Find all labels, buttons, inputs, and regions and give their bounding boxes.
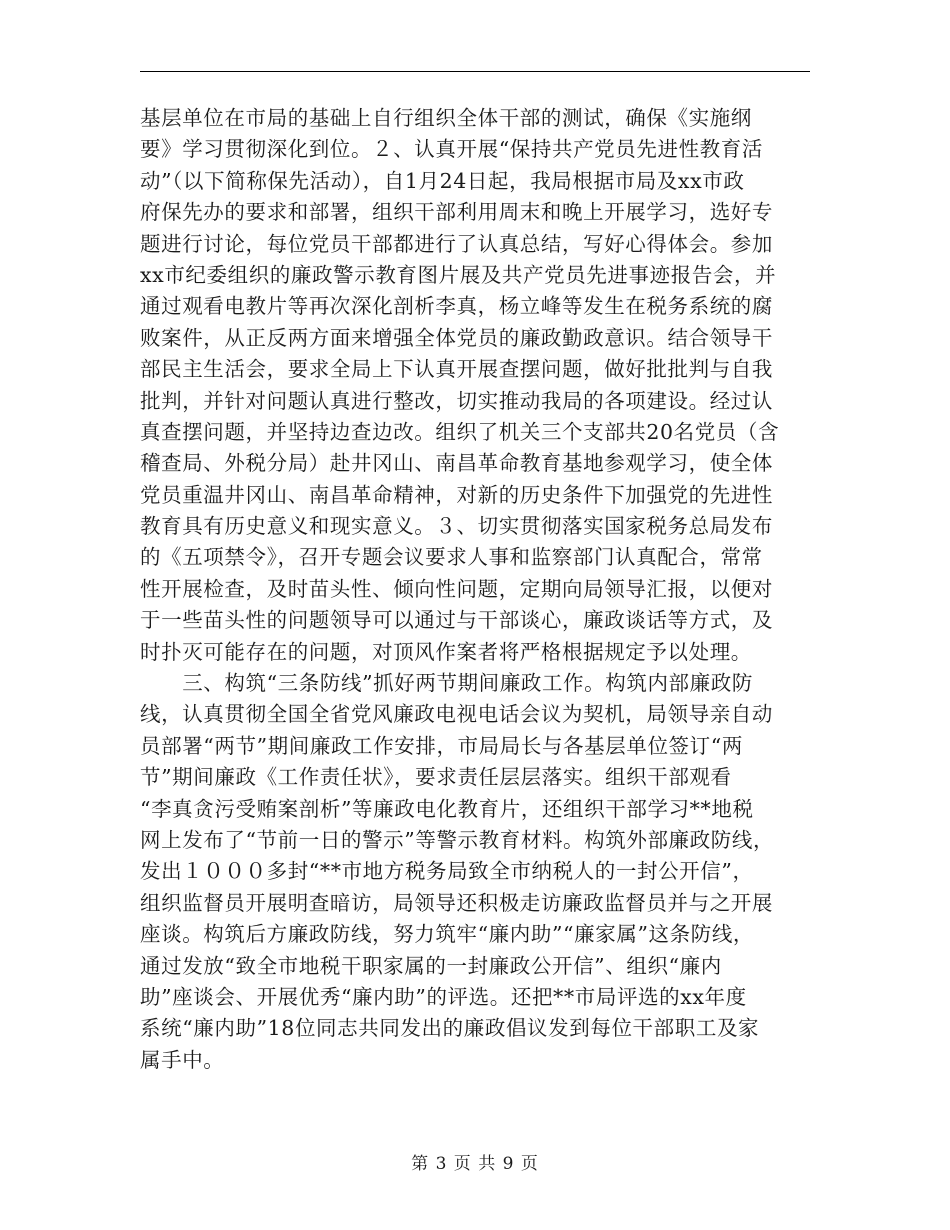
text-line: 时扑灭可能存在的问题，对顶风作案者将严格根据规定予以处理。 — [140, 639, 752, 664]
text-line: 性开展检查，及时苗头性、倾向性问题，定期向局领导汇报，以便对 — [140, 576, 773, 601]
text-line: 组织监督员开展明查暗访，局领导还积极走访廉政监督员并与之开展 — [140, 890, 773, 915]
page-number: 第 3 页 共 9 页 — [411, 1154, 539, 1174]
text-line: 题进行讨论，每位党员干部都进行了认真总结，写好心得体会。参加 — [140, 231, 773, 256]
text-line: 助”座谈会、开展优秀“廉内助”的评选。还把**市局评选的xx年度 — [140, 984, 747, 1009]
text-line: 通过观看电教片等再次深化剖析李真，杨立峰等发生在税务系统的腐 — [140, 294, 773, 319]
text-line: 的《五项禁令》，召开专题会议要求人事和监察部门认真配合，常常 — [140, 545, 763, 570]
text-line: 部民主生活会，要求全局上下认真开展查摆问题，做好批批判与自我 — [140, 357, 773, 382]
text-line: 发出１０００多封“**市地方税务局致全市纳税人的一封公开信”， — [140, 859, 754, 884]
text-line: 通过发放“致全市地税干职家属的一封廉政公开信”、组织“廉内 — [140, 953, 722, 978]
text-line: 稽查局、外税分局）赴井冈山、南昌革命教育基地参观学习，使全体 — [140, 451, 773, 476]
text-line: 动”（以下简称保先活动），自1月24日起，我局根据市局及xx市政 — [140, 168, 745, 193]
text-line: 系统“廉内助”18位同志共同发出的廉政倡议发到每位干部职工及家 — [140, 1016, 760, 1041]
text-line: 基层单位在市局的基础上自行组织全体干部的测试，确保《实施纲 — [140, 106, 752, 130]
text-line: 党员重温井冈山、南昌革命精神，对新的历史条件下加强党的先进性 — [140, 482, 773, 507]
text-line: 节”期间廉政《工作责任状》，要求责任层层落实。组织干部观看 — [140, 765, 732, 790]
text-line: 府保先办的要求和部署，组织干部利用周末和晚上开展学习，选好专 — [140, 200, 773, 225]
text-line: 于一些苗头性的问题领导可以通过与干部谈心，廉政谈话等方式，及 — [140, 608, 773, 633]
text-line: 教育具有历史意义和现实意义。３、切实贯彻落实国家税务总局发布 — [140, 514, 773, 539]
text-line: 线，认真贯彻全国全省党风廉政电视电话会议为契机，局领导亲自动 — [140, 702, 773, 727]
text-line: 败案件，从正反两方面来增强全体党员的廉政勤政意识。结合领导干 — [140, 325, 773, 350]
text-line: 座谈。构筑后方廉政防线，努力筑牢“廉内助”“廉家属”这条防线， — [140, 922, 755, 947]
text-line: 要》学习贯彻深化到位。２、认真开展“保持共产党员先进性教育活 — [140, 137, 763, 162]
text-line: 网上发布了“节前一日的警示”等警示教育材料。构筑外部廉政防线， — [140, 827, 775, 852]
text-line: “李真贪污受贿案剖析”等廉政电化教育片，还组织干部学习**地税 — [140, 796, 754, 821]
text-line: 三、构筑“三条防线”抓好两节期间廉政工作。构筑内部廉政防 — [140, 671, 753, 696]
header-rule — [140, 71, 810, 72]
text-line: 员部署“两节”期间廉政工作安排，市局局长与各基层单位签订“两 — [140, 733, 743, 758]
text-line: xx市纪委组织的廉政警示教育图片展及共产党员先进事迹报告会，并 — [140, 262, 777, 287]
text-line: 批判，并针对问题认真进行整改，切实推动我局的各项建设。经过认 — [140, 388, 773, 413]
text-line: 属手中。 — [140, 1047, 225, 1072]
document-body — [140, 103, 820, 1076]
text-line: 真查摆问题，并坚持边查边改。组织了机关三个支部共20名党员（含 — [140, 419, 780, 444]
